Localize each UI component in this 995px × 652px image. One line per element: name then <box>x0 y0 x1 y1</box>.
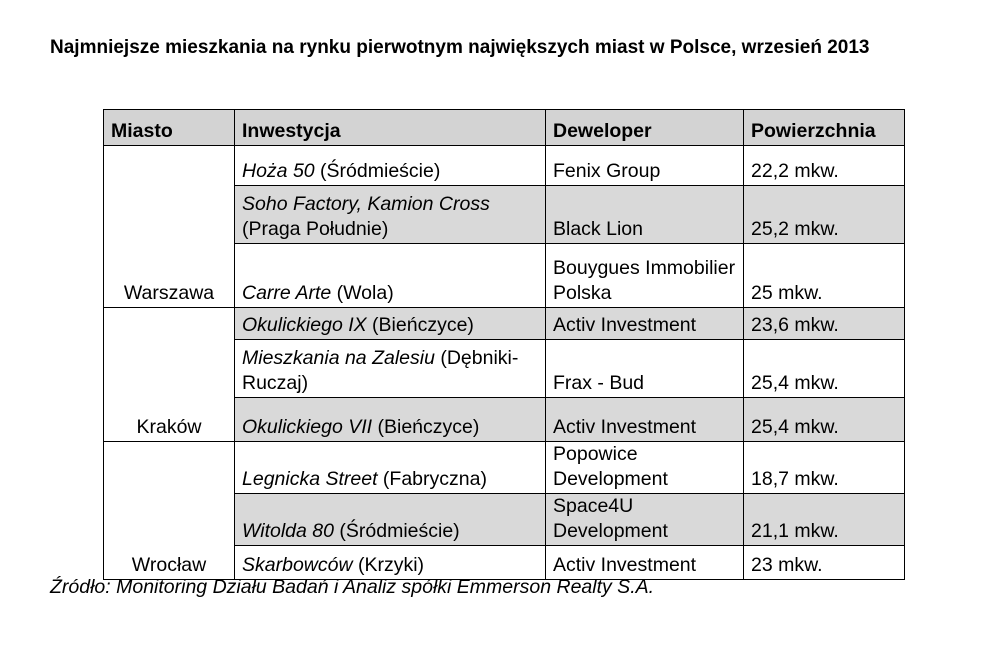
document-title: Najmniejsze mieszkania na rynku pierwotnym największych miast w Polsce, wrzesień 2013 <box>50 37 870 58</box>
apartments-table <box>103 109 905 580</box>
investment-name: Skarbowców <box>242 554 353 576</box>
investment-cell <box>235 186 546 244</box>
investment-district: (Fabryczna) <box>377 468 487 490</box>
source-note: Źródło: Monitoring Działu Badań i Analiz spółki Emmerson Realty S.A. <box>50 576 655 598</box>
developer-cell: Activ Investment <box>546 398 744 442</box>
investment-cell <box>235 146 546 186</box>
investment-name: Carre Arte <box>242 282 332 304</box>
investment-name: Legnicka Street <box>242 468 378 490</box>
city-cell: Kraków <box>104 308 235 442</box>
header-developer: Deweloper <box>546 110 744 146</box>
developer-cell: Fenix Group <box>546 146 744 186</box>
developer-cell: Black Lion <box>546 186 744 244</box>
investment-cell <box>235 494 546 546</box>
table-row <box>104 146 905 186</box>
investment-cell <box>235 244 546 308</box>
investment-district: (Krzyki) <box>352 554 425 576</box>
area-cell: 23,6 mkw. <box>744 308 905 340</box>
area-cell: 25,2 mkw. <box>744 186 905 244</box>
investment-district: (Wola) <box>331 282 394 304</box>
area-cell: 25,4 mkw. <box>744 398 905 442</box>
investment-cell <box>235 340 546 398</box>
city-cell: Wrocław <box>104 442 235 580</box>
developer-cell: Popowice Development <box>546 442 744 494</box>
city-cell: Warszawa <box>104 146 235 308</box>
header-city: Miasto <box>104 110 235 146</box>
investment-district: (Bieńczyce) <box>366 314 474 336</box>
area-cell: 25,4 mkw. <box>744 340 905 398</box>
table-row <box>104 442 905 494</box>
developer-cell: Activ Investment <box>546 546 744 580</box>
developer-cell: Bouygues Immobilier Polska <box>546 244 744 308</box>
header-area: Powierzchnia <box>744 110 905 146</box>
investment-name: Mieszkania na Zalesiu <box>242 347 435 369</box>
investment-name: Okulickiego VII <box>242 416 373 438</box>
investment-name: Hoża 50 <box>242 160 315 182</box>
investment-district: (Praga Południe) <box>242 218 389 240</box>
investment-district: (Śródmieście) <box>314 160 441 182</box>
area-cell: 21,1 mkw. <box>744 494 905 546</box>
area-cell: 18,7 mkw. <box>744 442 905 494</box>
developer-cell: Frax - Bud <box>546 340 744 398</box>
area-cell: 22,2 mkw. <box>744 146 905 186</box>
investment-cell <box>235 308 546 340</box>
investment-name: Okulickiego IX <box>242 314 367 336</box>
investment-cell <box>235 398 546 442</box>
header-investment: Inwestycja <box>235 110 546 146</box>
developer-cell: Space4U Development <box>546 494 744 546</box>
area-cell: 25 mkw. <box>744 244 905 308</box>
table-row <box>104 308 905 340</box>
header-row <box>104 110 905 146</box>
investment-name: Soho Factory, Kamion Cross <box>242 193 490 215</box>
investment-name: Witolda 80 <box>242 520 334 542</box>
investment-district: (Bieńczyce) <box>372 416 480 438</box>
investment-district: (Śródmieście) <box>333 520 460 542</box>
investment-district: (Dębniki-Ruczaj) <box>242 347 519 394</box>
investment-cell <box>235 442 546 494</box>
developer-cell: Activ Investment <box>546 308 744 340</box>
area-cell: 23 mkw. <box>744 546 905 580</box>
